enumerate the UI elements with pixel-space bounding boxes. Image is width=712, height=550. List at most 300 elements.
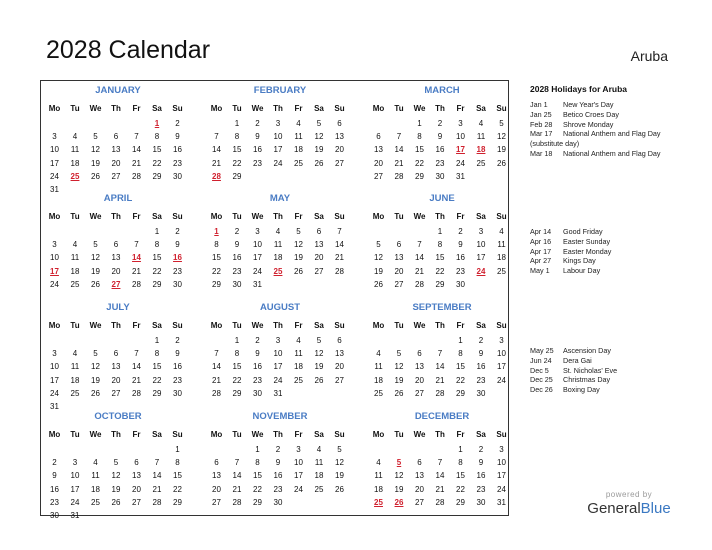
holiday-name: Easter Monday (563, 246, 612, 256)
holiday-day-cell: 16 (173, 253, 182, 263)
day-cell: 14 (212, 145, 221, 155)
day-cell: 1 (175, 445, 180, 454)
weekday-header: Su (334, 321, 345, 330)
day-cell: 23 (435, 158, 445, 168)
day-cell: 28 (394, 171, 404, 181)
weekday-header: Tu (70, 212, 80, 221)
day-cell: 29 (152, 388, 162, 398)
weekday-header: We (89, 104, 102, 113)
day-cell: 19 (91, 375, 100, 385)
day-cell: 23 (173, 266, 182, 276)
day-cell: 4 (376, 458, 381, 468)
day-cell: 27 (212, 497, 221, 507)
holiday-entry (530, 129, 661, 139)
day-cell: 9 (478, 349, 484, 359)
day-cell: 11 (70, 253, 80, 263)
day-cell: 15 (232, 145, 242, 155)
day-cell: 3 (255, 227, 260, 236)
day-cell: 6 (376, 132, 381, 142)
day-cell: 30 (173, 388, 182, 398)
day-cell: 6 (214, 458, 219, 468)
day-cell: 26 (497, 158, 506, 168)
weekday-header: Su (334, 430, 345, 439)
day-cell: 3 (52, 240, 57, 250)
holiday-entry (530, 375, 610, 385)
day-cell: 10 (294, 458, 303, 468)
day-cell: 5 (296, 227, 301, 236)
day-cell: 24 (294, 484, 303, 494)
day-cell: 16 (173, 145, 182, 155)
day-cell: 16 (476, 362, 486, 372)
day-cell: 14 (435, 362, 445, 372)
weekday-header: Mo (210, 104, 223, 113)
day-cell: 23 (456, 266, 465, 276)
holiday-date: Feb 28 (530, 119, 553, 129)
day-cell: 6 (337, 119, 342, 128)
holiday-day-cell: 25 (70, 171, 80, 181)
weekday-header: Sa (152, 104, 162, 113)
holiday-date: Mar 18 (530, 149, 553, 158)
day-cell: 5 (93, 349, 98, 359)
weekday-header: Mo (372, 212, 385, 221)
day-cell: 11 (294, 349, 303, 359)
day-cell: 28 (152, 497, 162, 507)
day-cell: 13 (314, 240, 324, 250)
day-cell: 7 (134, 240, 139, 250)
day-cell: 19 (335, 471, 344, 481)
day-cell: 12 (374, 253, 383, 263)
holiday-name: Boxing Day (563, 385, 600, 395)
day-cell: 2 (437, 119, 443, 128)
day-cell: 3 (478, 227, 484, 236)
weekday-header: We (251, 321, 264, 330)
holiday-day-cell: 1 (154, 119, 160, 128)
holiday-date: Dec 25 (530, 375, 553, 385)
day-cell: 11 (273, 240, 283, 250)
day-cell: 12 (497, 132, 506, 142)
day-cell: 2 (478, 445, 484, 454)
day-cell: 22 (152, 158, 162, 168)
day-cell: 19 (111, 484, 121, 494)
weekday-header: Sa (152, 430, 162, 439)
day-cell: 5 (396, 349, 402, 359)
day-cell: 13 (132, 471, 141, 481)
day-cell: 12 (335, 458, 344, 468)
day-cell: 7 (134, 349, 139, 359)
day-cell: 23 (253, 375, 262, 385)
day-cell: 19 (314, 145, 324, 155)
day-cell: 22 (173, 484, 182, 494)
day-cell: 13 (212, 471, 221, 481)
weekday-header: Sa (314, 430, 324, 439)
weekday-header: We (413, 321, 426, 330)
day-cell: 14 (435, 471, 445, 481)
day-cell: 27 (394, 279, 404, 289)
day-cell: 27 (374, 171, 383, 181)
holiday-day-cell: 18 (476, 145, 486, 155)
weekday-header: Tu (394, 212, 404, 221)
day-cell: 2 (255, 336, 260, 345)
day-cell: 25 (374, 388, 383, 398)
weekday-header: Sa (476, 321, 486, 330)
page-title: 2028 Calendar (46, 36, 211, 64)
day-cell: 28 (232, 497, 242, 507)
weekday-header: Mo (48, 104, 61, 113)
day-cell: 17 (50, 375, 59, 385)
day-cell: 27 (111, 388, 121, 398)
day-cell: 4 (93, 458, 98, 468)
day-cell: 16 (435, 145, 445, 155)
weekday-header: Th (273, 321, 283, 330)
day-cell: 22 (152, 375, 162, 385)
day-cell: 21 (132, 266, 141, 276)
day-cell: 2 (275, 445, 281, 454)
holiday-name: (substitute day) (530, 139, 580, 149)
holiday-name: Easter Sunday (563, 236, 611, 246)
day-cell: 12 (394, 362, 404, 372)
day-cell: 24 (70, 497, 80, 507)
day-cell: 29 (152, 171, 162, 181)
day-cell: 4 (296, 119, 301, 128)
weekday-header: Th (111, 430, 121, 439)
day-cell: 17 (497, 362, 506, 372)
day-cell: 17 (294, 471, 303, 481)
day-cell: 13 (111, 362, 121, 372)
weekday-header: Tu (394, 430, 404, 439)
weekday-header: Su (496, 104, 507, 113)
day-cell: 21 (132, 158, 141, 168)
day-cell: 24 (50, 171, 59, 181)
day-cell: 23 (173, 375, 182, 385)
day-cell: 30 (435, 171, 445, 181)
day-cell: 25 (91, 497, 100, 507)
day-cell: 8 (214, 240, 219, 250)
holiday-name: National Anthem and Flag Day (563, 129, 661, 139)
day-cell: 29 (456, 497, 465, 507)
day-cell: 12 (314, 132, 324, 142)
day-cell: 25 (294, 158, 303, 168)
day-cell: 3 (52, 132, 57, 142)
day-cell: 8 (458, 349, 463, 359)
holiday-date: Apr 16 (530, 236, 552, 246)
day-cell: 1 (154, 336, 160, 345)
day-cell: 16 (476, 471, 486, 481)
day-cell: 30 (476, 497, 486, 507)
day-cell: 27 (335, 375, 344, 385)
day-cell: 10 (50, 145, 59, 155)
day-cell: 7 (417, 240, 422, 250)
brand-name-general: General (587, 500, 641, 517)
day-cell: 13 (335, 349, 344, 359)
day-cell: 28 (132, 279, 141, 289)
day-cell: 28 (335, 266, 344, 276)
weekday-header: Su (334, 212, 345, 221)
day-cell: 27 (132, 497, 141, 507)
day-cell: 31 (50, 185, 59, 194)
day-cell: 16 (173, 362, 182, 372)
day-cell: 11 (70, 362, 80, 372)
day-cell: 8 (154, 132, 160, 142)
weekday-header: Sa (152, 212, 162, 221)
day-cell: 6 (417, 349, 422, 359)
day-cell: 21 (132, 375, 141, 385)
day-cell: 3 (458, 119, 463, 128)
day-cell: 19 (394, 375, 404, 385)
day-cell: 1 (234, 336, 240, 345)
holiday-day-cell: 5 (396, 458, 402, 468)
day-cell: 8 (437, 240, 443, 250)
day-cell: 29 (232, 388, 242, 398)
day-cell: 6 (113, 240, 119, 250)
day-cell: 27 (415, 388, 424, 398)
weekday-header: Fr (456, 430, 465, 439)
day-cell: 27 (415, 497, 424, 507)
weekday-header: We (413, 430, 426, 439)
day-cell: 7 (337, 227, 342, 236)
holiday-day-cell: 24 (476, 266, 486, 276)
day-cell: 26 (394, 388, 404, 398)
day-cell: 20 (314, 253, 324, 263)
day-cell: 22 (232, 158, 242, 168)
day-cell: 15 (435, 253, 445, 263)
day-cell: 20 (111, 158, 121, 168)
brand-name-blue: Blue (640, 500, 671, 517)
day-cell: 6 (316, 227, 322, 236)
day-cell: 15 (173, 471, 182, 481)
day-cell: 26 (314, 158, 324, 168)
month-title: MAY (269, 193, 291, 204)
day-cell: 11 (374, 471, 383, 481)
holidays-title: 2028 Holidays for Aruba (530, 84, 627, 94)
day-cell: 17 (476, 253, 486, 263)
day-cell: 17 (273, 362, 283, 372)
day-cell: 15 (152, 362, 162, 372)
month-title: JANUARY (95, 85, 141, 96)
holiday-day-cell: 28 (212, 171, 221, 181)
day-cell: 18 (374, 375, 383, 385)
day-cell: 9 (458, 240, 463, 250)
day-cell: 1 (154, 227, 160, 236)
day-cell: 9 (175, 240, 180, 250)
month-title: JULY (106, 302, 130, 313)
day-cell: 28 (132, 171, 141, 181)
day-cell: 9 (478, 458, 484, 468)
day-cell: 7 (154, 458, 160, 468)
day-cell: 21 (152, 484, 162, 494)
weekday-header: Tu (70, 430, 80, 439)
day-cell: 7 (437, 349, 443, 359)
day-cell: 2 (478, 336, 484, 345)
day-cell: 21 (394, 158, 404, 168)
day-cell: 31 (456, 171, 465, 181)
day-cell: 23 (50, 497, 59, 507)
weekday-header: We (251, 212, 264, 221)
month-title: SEPTEMBER (412, 302, 472, 313)
weekday-header: Mo (372, 430, 385, 439)
day-cell: 1 (234, 119, 240, 128)
day-cell: 29 (232, 171, 242, 181)
holiday-entry (530, 100, 614, 110)
day-cell: 4 (72, 240, 78, 250)
day-cell: 30 (273, 497, 283, 507)
day-cell: 4 (72, 349, 78, 359)
day-cell: 31 (273, 388, 283, 398)
day-cell: 10 (253, 240, 262, 250)
day-cell: 10 (70, 471, 80, 481)
weekday-header: Fr (456, 212, 465, 221)
day-cell: 29 (456, 388, 465, 398)
day-cell: 13 (111, 253, 121, 263)
day-cell: 24 (50, 388, 59, 398)
weekday-header: Su (172, 104, 183, 113)
day-cell: 15 (152, 145, 162, 155)
brand-name (584, 500, 674, 517)
day-cell: 14 (132, 145, 141, 155)
country-name: Aruba (630, 48, 668, 64)
day-cell: 22 (253, 484, 262, 494)
day-cell: 9 (255, 349, 260, 359)
day-cell: 31 (70, 511, 80, 520)
month-title: APRIL (103, 193, 133, 204)
day-cell: 22 (212, 266, 221, 276)
day-cell: 20 (111, 375, 121, 385)
day-cell: 30 (173, 171, 182, 181)
holiday-name: Christmas Day (563, 375, 611, 385)
holiday-entry (530, 346, 611, 356)
day-cell: 16 (253, 362, 262, 372)
weekday-header: Tu (232, 104, 242, 113)
holiday-date: May 1 (530, 266, 550, 276)
day-cell: 7 (234, 458, 240, 468)
day-cell: 25 (70, 388, 80, 398)
day-cell: 12 (91, 362, 100, 372)
weekday-header: Su (334, 104, 345, 113)
day-cell: 2 (175, 336, 180, 345)
day-cell: 20 (132, 484, 141, 494)
day-cell: 19 (91, 158, 100, 168)
day-cell: 2 (175, 227, 180, 236)
weekday-header: Sa (476, 212, 486, 221)
day-cell: 18 (294, 145, 303, 155)
day-cell: 29 (152, 279, 162, 289)
holiday-name: Dera Gai (563, 355, 592, 365)
day-cell: 27 (314, 266, 324, 276)
holiday-entry (530, 237, 610, 247)
day-cell: 6 (337, 336, 342, 345)
holiday-entry (530, 149, 661, 159)
weekday-header: Sa (152, 321, 162, 330)
holiday-date: Jun 24 (530, 355, 552, 365)
day-cell: 8 (255, 458, 260, 468)
day-cell: 26 (111, 497, 121, 507)
day-cell: 24 (456, 158, 465, 168)
weekday-header: Th (435, 430, 445, 439)
day-cell: 5 (337, 445, 342, 454)
weekday-header: Th (111, 104, 121, 113)
weekday-header: Sa (314, 321, 324, 330)
holiday-date: Mar 17 (530, 129, 553, 139)
day-cell: 15 (456, 471, 465, 481)
day-cell: 28 (435, 388, 445, 398)
holiday-name: Kings Day (563, 256, 596, 266)
weekday-header: Th (435, 104, 445, 113)
day-cell: 20 (335, 362, 344, 372)
day-cell: 12 (111, 471, 121, 481)
weekday-header: Su (496, 321, 507, 330)
holiday-date: Apr 17 (530, 246, 552, 256)
holiday-name: Labour Day (563, 266, 601, 276)
day-cell: 13 (335, 132, 344, 142)
day-cell: 21 (335, 253, 344, 263)
day-cell: 25 (314, 484, 324, 494)
day-cell: 20 (212, 484, 221, 494)
weekday-header: Tu (232, 212, 242, 221)
day-cell: 4 (316, 445, 322, 454)
day-cell: 1 (437, 227, 443, 236)
holiday-entry (530, 266, 600, 276)
day-cell: 12 (394, 471, 404, 481)
holiday-entry (530, 247, 611, 257)
day-cell: 17 (50, 158, 59, 168)
month-title: MARCH (424, 85, 460, 96)
day-cell: 18 (294, 362, 303, 372)
holiday-entry (530, 356, 592, 366)
day-cell: 5 (316, 119, 322, 128)
day-cell: 11 (314, 458, 324, 468)
holiday-entry (530, 120, 613, 130)
weekday-header: We (413, 212, 426, 221)
holiday-date: Jan 1 (530, 100, 548, 109)
day-cell: 28 (435, 497, 445, 507)
day-cell: 21 (435, 375, 445, 385)
day-cell: 12 (91, 145, 100, 155)
day-cell: 18 (273, 253, 283, 263)
day-cell: 21 (232, 484, 242, 494)
day-cell: 17 (253, 253, 262, 263)
day-cell: 9 (234, 240, 240, 250)
day-cell: 10 (273, 349, 283, 359)
day-cell: 11 (91, 471, 100, 481)
day-cell: 16 (253, 145, 262, 155)
weekday-header: Tu (394, 321, 404, 330)
weekday-header: Mo (48, 430, 61, 439)
day-cell: 16 (50, 484, 59, 494)
day-cell: 3 (72, 458, 78, 468)
day-cell: 30 (476, 388, 486, 398)
day-cell: 5 (93, 132, 98, 142)
day-cell: 20 (394, 266, 404, 276)
day-cell: 21 (435, 484, 445, 494)
holiday-name: Good Friday (563, 227, 603, 236)
day-cell: 26 (335, 484, 344, 494)
day-cell: 12 (91, 253, 100, 263)
day-cell: 24 (273, 375, 283, 385)
day-cell: 26 (374, 279, 383, 289)
day-cell: 14 (394, 145, 404, 155)
day-cell: 11 (294, 132, 303, 142)
day-cell: 19 (91, 266, 100, 276)
weekday-header: Tu (70, 321, 80, 330)
day-cell: 4 (478, 119, 484, 128)
day-cell: 16 (232, 253, 242, 263)
weekday-header: Sa (314, 104, 324, 113)
day-cell: 9 (437, 132, 443, 142)
day-cell: 13 (111, 145, 121, 155)
day-cell: 18 (91, 484, 100, 494)
day-cell: 14 (415, 253, 424, 263)
weekday-header: Fr (132, 321, 141, 330)
weekday-header: Tu (232, 430, 242, 439)
